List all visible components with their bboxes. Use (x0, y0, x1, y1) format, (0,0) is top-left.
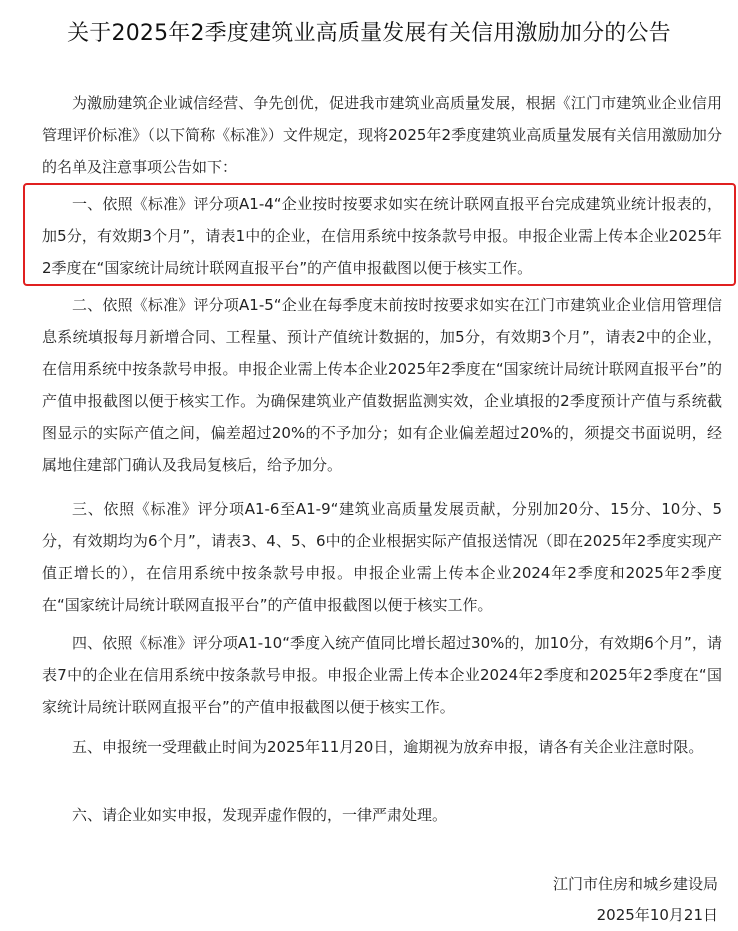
intro-paragraph: 为激励建筑企业诚信经营、争先创优，促进我市建筑业高质量发展，根据《江门市建筑业企业信用管理评价标准》（以下简称《标准》）文件规定，现将2025年2季度建筑业高质量发展有关信用激励加分的名单及注意事项公告如下： (42, 94, 722, 176)
notice-title: 关于2025年2季度建筑业高质量发展有关信用激励加分的公告 (67, 21, 671, 46)
item-5-paragraph: 五、申报统一受理截止时间为2025年11月20日，逾期视为放弃申报，请各有关企业注意时限。 (72, 738, 704, 756)
issuer-name: 江门市住房和城乡建设局 (552, 875, 718, 893)
issue-date: 2025年10月21日 (596, 906, 718, 924)
item-6-paragraph: 六、请企业如实申报，发现弄虚作假的，一律严肃处理。 (72, 806, 448, 824)
item-2-paragraph: 二、依照《标准》评分项A1-5“企业在每季度末前按时按要求如实在江门市建筑业企业信用管理信息系统填报每月新增合同、工程量、预计产值统计数据的，加5分，有效期3个月”，请表2中的企业，在信用系统中按条款号申报。申报企业需上传本企业2025年2季度在“国家统计局统计联网直报平台”的产值申报截图以便于核实工作。为确保建筑业产值数据监测实效，企业填报的2季度预计产值与系统截图显示的实际产值之间，偏差超过20%的不予加分；如有企业偏差超过20%的，须提交书面说明，经属地住建部门确认及我局复核后，给予加分。 (42, 296, 722, 474)
item-4-paragraph: 四、依照《标准》评分项A1-10“季度入统产值同比增长超过30%的，加10分，有效期6个月”，请表7中的企业在信用系统中按条款号申报。申报企业需上传本企业2024年2季度和2025年2季度在“国家统计局统计联网直报平台”的产值申报截图以便于核实工作。 (42, 634, 722, 716)
item-3-paragraph: 三、依照《标准》评分项A1-6至A1-9“建筑业高质量发展贡献，分别加20分、15分、10分、5分，有效期均为6个月”，请表3、4、5、6中的企业根据实际产值报送情况（即在2025年2季度实现产值正增长的），在信用系统中按条款号申报。申报企业需上传本企业2024年2季度和2025年2季度在“国家统计局统计联网直报平台”的产值申报截图以便于核实工作。 (42, 500, 722, 614)
item-1-paragraph: 一、依照《标准》评分项A1-4“企业按时按要求如实在统计联网直报平台完成建筑业统计报表的，加5分，有效期3个月”，请表1中的企业，在信用系统中按条款号申报。申报企业需上传本企业2025年2季度在“国家统计局统计联网直报平台”的产值申报截图以便于核实工作。 (42, 195, 722, 277)
